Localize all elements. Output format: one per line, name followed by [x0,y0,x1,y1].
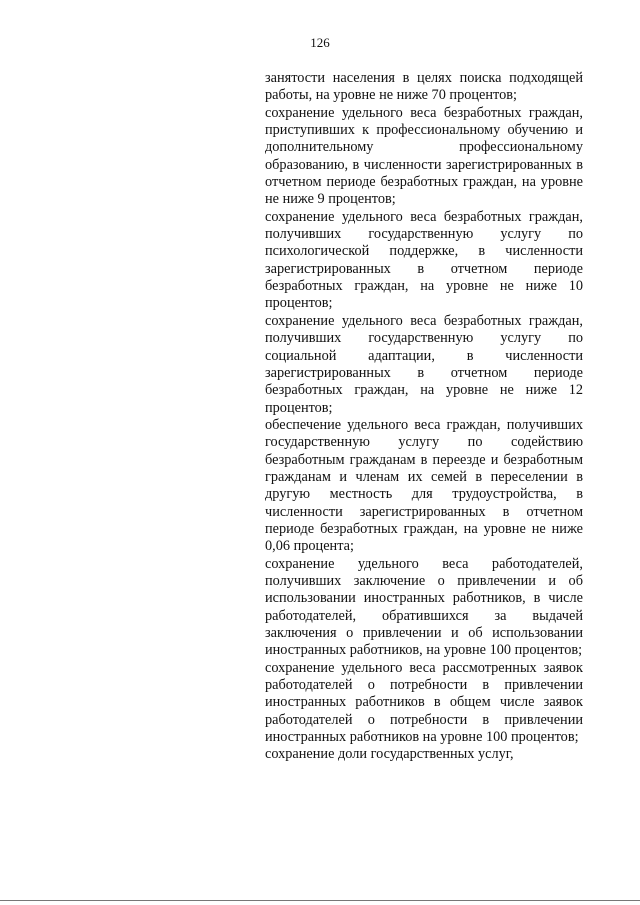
paragraph: занятости населения в целях поиска подходящей работы, на уровне не ниже 70 процентов; [265,70,583,104]
scan-bottom-edge [0,900,640,901]
paragraph: сохранение доли государственных услуг, [265,746,514,763]
paragraph: сохранение удельного веса безработных граждан, получивших государственную услугу по социальной адаптации, в численности зарегистрированных в отчетном периоде безработных граждан, на уровне не ниже 12 процентов; [265,312,583,416]
body-text [265,70,583,764]
paragraph: сохранение удельного веса рассмотренных заявок работодателей о потребности в привлечении иностранных работников в общем числе заявок работодателей о потребности в привлечении иностранных работников на уровне 100 процентов; [265,659,583,746]
page-number: 126 [310,35,330,50]
paragraph: сохранение удельного веса безработных граждан, приступивших к профессиональному обучению и дополнительному профессиональному образованию, в численности зарегистрированных в отчетном периоде безработных граждан, на уровне не ниже 9 процентов; [265,104,583,208]
paragraph: обеспечение удельного веса граждан, получивших государственную услугу по содействию безработным гражданам в переезде и безработным гражданам и членам их семей в переселении в другую местность для трудоустройства, в численности зарегистрированных в отчетном периоде безработных граждан, на уровне не ниже 0,06 процента; [265,416,583,555]
paragraph: сохранение удельного веса безработных граждан, получивших государственную услугу по психологической поддержке, в численности зарегистрированных в отчетном периоде безработных граждан, на уровне не ниже 10 процентов; [265,208,583,312]
paragraph: сохранение удельного веса работодателей, получивших заключение о привлечении и об использовании иностранных работников, в числе работодателей, обратившихся за выдачей заключения о привлечении и об использовании иностранных работников, на уровне 100 процентов; [265,555,583,659]
